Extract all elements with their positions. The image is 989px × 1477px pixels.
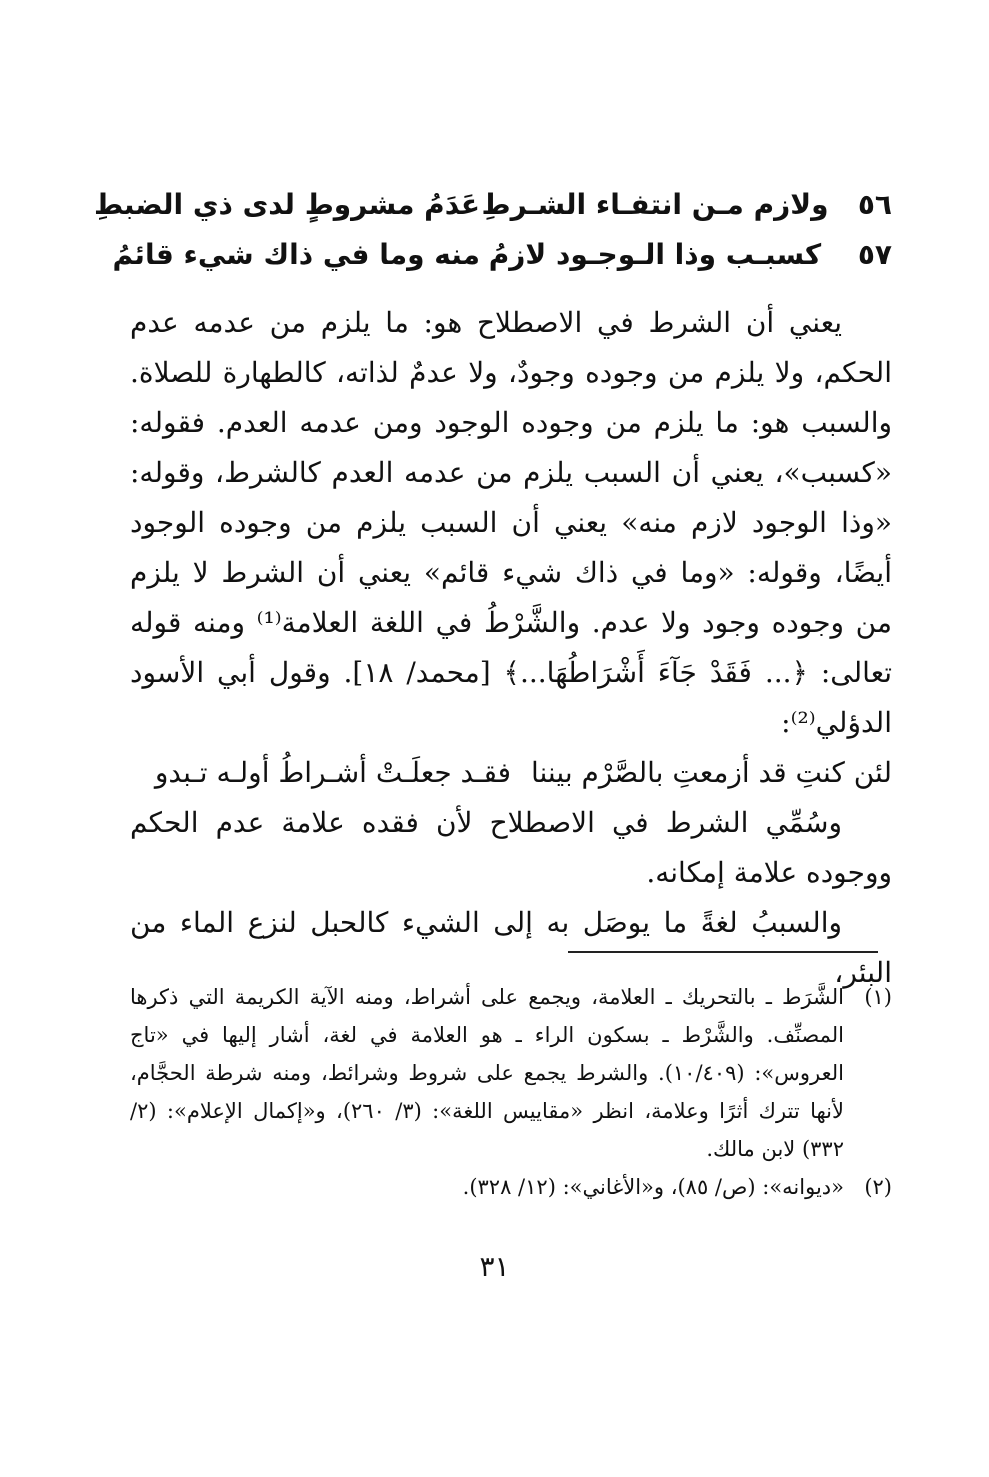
footnote-number: (٢) [864,1175,892,1199]
verse-second-half: منه وما في ذاك شيء قائمُ [112,238,480,271]
footnote [130,978,892,1168]
footnote-text: «ديوانه»: (ص/ ٨٥)، و«الأغاني»: (١٢/ ٣٢٨). [462,1175,844,1199]
verse-line [93,188,892,238]
verse-line [112,238,892,288]
poem-first-half: لئن كنتِ قد أزمعتِ بالصَّرْم بيننا [530,756,892,789]
paragraph-definitions: يعني أن الشرط في الاصطلاح هو: ما يلزم من عدمه عدم الحكم، ولا يلزم من وجوده وجودٌ، ولا عدمٌ لذاته، كالطهارة للصلاة. والسبب هو: ما يلزم من وجوده الوجود ومن عدمه العدم. فقوله: «كسبب»، يعني أن السبب يلزم من عدمه العدم كالشرط، وقوله: «وذا الوجود لازم منه» يعني أن السبب يلزم من وجوده الوجود أيضًا، وقوله: «وما في ذاك شيء قائم» يعني أن الشرط لا يلزم من وجوده وجود ولا عدم. والشَّرْطُ في اللغة العلامة⁽¹⁾ ومنه قوله تعالى: ﴿... فَقَدْ جَآءَ أَشْرَاطُهَا...﴾ [محمد/ ١٨]. وقول أبي الأسود الدؤلي⁽²⁾: [130,306,893,739]
footnotes [130,978,892,1206]
footnote-text: الشَّرَط ـ بالتحريك ـ العلامة، ويجمع على أشراط، ومنه الآية الكريمة التي ذكرها المصنِّف. والشَّرْط ـ بسكون الراء ـ هو العلامة في لغة، أشار إليها في «تاج العروس»: (١٠/٤٠٩). والشرط يجمع على شروط وشرائط، ومنه شرطة الحجَّام، لأنها تترك أثرًا وعلامة، انظر «مقاييس اللغة»: (٣/ ٢٦٠)، و«إكمال الإعلام»: (٢/ ٣٣٢) لابن مالك. [130,985,844,1161]
verse-first-half: ولازم مـن انتفـاء الشـرطِ [481,188,829,221]
footnote-separator [568,951,878,953]
verse-block [93,188,892,288]
verse-number: ٥٧ [857,238,892,271]
quoted-poem-line [130,748,892,798]
poem-second-half: فقـد جعلَـتْ أشـراطُ أولـه تـبدو [154,756,511,789]
verse-first-half: كسبـب وذا الـوجـود لازمُ [488,238,822,271]
verse-number: ٥٦ [857,188,892,221]
page-number: ٣١ [479,1250,510,1283]
commentary-text [130,298,892,998]
paragraph-naming: وسُمِّي الشرط في الاصطلاح لأن فقده علامة عدم الحكم ووجوده علامة إمكانه. [130,806,892,889]
verse-second-half: عَدَمُ مشروطٍ لدى ذي الضبطِ [93,188,480,221]
paragraph-cause: والسببُ لغةً ما يوصَل به إلى الشيء كالحبل لنزع الماء من البئر، [130,906,892,989]
footnote-number: (١) [864,985,892,1009]
footnote [130,1168,892,1206]
